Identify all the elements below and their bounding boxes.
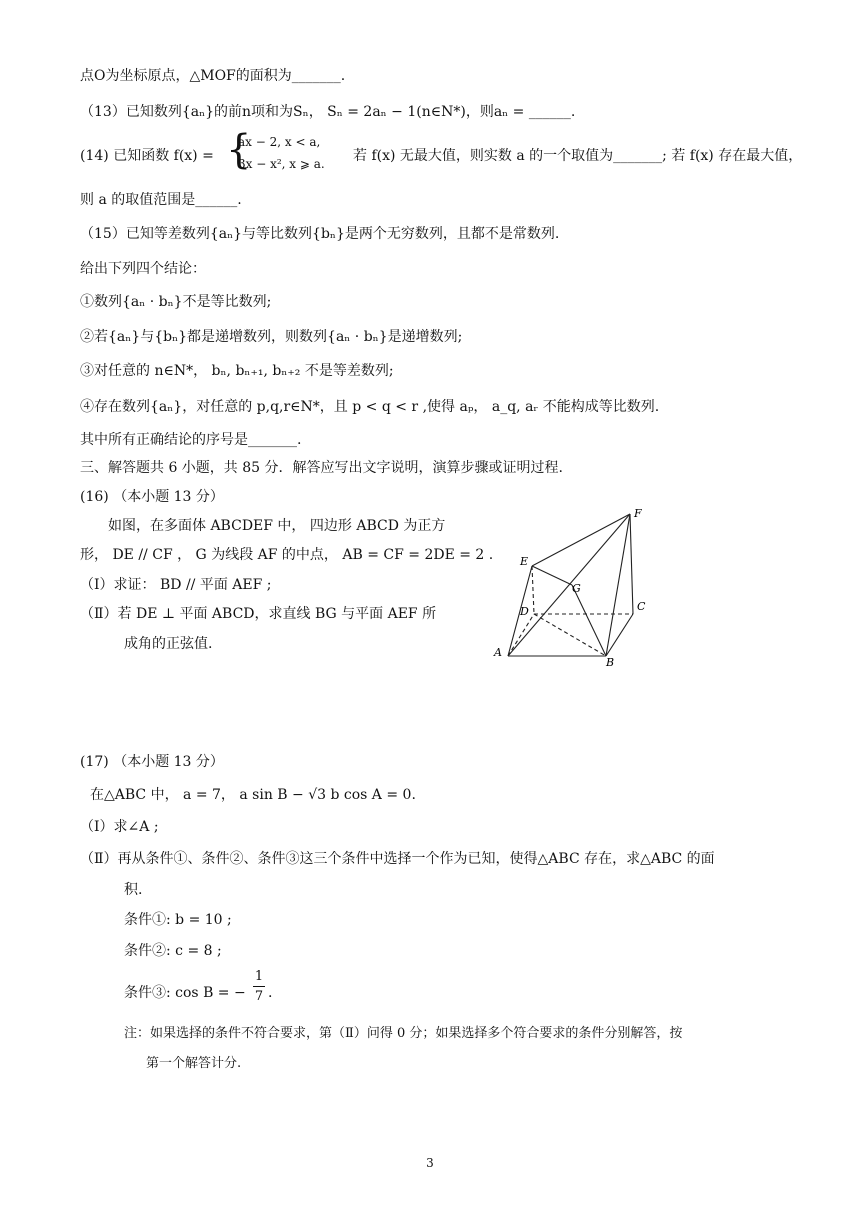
label-B: B — [606, 656, 615, 669]
problem-15-intro: 给出下列四个结论： — [80, 261, 206, 277]
problem-16-text-2: 形， DE // CF ， G 为线段 AF 的中点， AB = CF = 2DE = 2 . — [80, 547, 494, 563]
label-D: D — [520, 605, 529, 618]
label-E: E — [520, 555, 529, 568]
fraction-denominator: 7 — [254, 989, 264, 1004]
conclusion-3: ③对任意的 n∈N*， bₙ, bₙ₊₁, bₙ₊₂ 不是等差数列; — [80, 363, 394, 379]
fraction — [253, 968, 265, 1005]
problem-16-part-1: （Ⅰ）求证： BD // 平面 AEF ; — [80, 577, 272, 593]
text-line: 点O为坐标原点，△MOF的面积为_______. — [80, 68, 346, 84]
conclusion-1: ①数列{aₙ · bₙ}不是等比数列; — [80, 294, 272, 310]
condition-1: 条件①: b = 10 ; — [124, 912, 232, 928]
edge-ED — [532, 566, 534, 614]
problem-14-suffix: 若 f(x) 无最大值，则实数 a 的一个取值为_______; 若 f(x) 存在最大值， — [353, 148, 803, 164]
problem-14-prefix: (14) 已知函数 f(x) = — [80, 148, 214, 164]
problem-17-part-1: （Ⅰ）求∠A ; — [80, 819, 159, 835]
piecewise-case-1: ax − 2, x < a, — [238, 135, 321, 149]
edge-EF — [532, 514, 630, 566]
condition-2: 条件②: c = 8 ; — [124, 943, 222, 959]
polyhedron-figure — [490, 500, 660, 670]
conclusion-ask: 其中所有正确结论的序号是_______. — [80, 432, 302, 448]
label-C: C — [637, 600, 646, 613]
conclusion-4: ④存在数列{aₙ}，对任意的 p,q,r∈N*，且 p < q < r ,使得 aₚ， a_q, aᵣ 不能构成等比数列. — [80, 399, 660, 415]
problem-16-title: (16) （本小题 13 分） — [80, 489, 224, 505]
condition-3-suffix: . — [268, 985, 273, 1001]
conclusion-2: ②若{aₙ}与{bₙ}都是递增数列，则数列{aₙ · bₙ}是递增数列; — [80, 329, 463, 345]
note-line-1: 注：如果选择的条件不符合要求，第（Ⅱ）问得 0 分；如果选择多个符合要求的条件分别解答，按 — [124, 1026, 683, 1041]
piecewise-case-2: 3x − x², x ⩾ a. — [238, 157, 325, 171]
problem-17-text: 在△ABC 中， a = 7， a sin B − √3 b cos A = 0. — [90, 787, 416, 803]
problem-17-title: (17) （本小题 13 分） — [80, 754, 224, 770]
edge-BF — [606, 514, 630, 656]
edge-CF — [630, 514, 633, 614]
label-A: A — [494, 646, 502, 659]
piecewise-brace: { — [226, 127, 252, 173]
problem-14-range: 则 a 的取值范围是______. — [80, 192, 242, 208]
edge-AD — [508, 614, 534, 656]
condition-3-prefix: 条件③: cos B = − — [124, 985, 246, 1001]
problem-15: （15）已知等差数列{aₙ}与等比数列{bₙ}是两个无穷数列，且都不是常数列. — [80, 226, 560, 242]
problem-16-text-1: 如图，在多面体 ABCDEF 中， 四边形 ABCD 为正方 — [108, 518, 446, 534]
problem-17-part-2: （Ⅱ）再从条件①、条件②、条件③这三个条件中选择一个作为已知，使得△ABC 存在，求△ABC 的面 — [80, 851, 715, 867]
problem-16-part-2: （Ⅱ）若 DE ⊥ 平面 ABCD，求直线 BG 与平面 AEF 所 — [80, 606, 437, 622]
problem-13: （13）已知数列{aₙ}的前n项和为Sₙ， Sₙ = 2aₙ − 1(n∈N*)，则aₙ = ______. — [80, 104, 576, 120]
problem-17-part-2-cont: 积. — [124, 882, 143, 898]
problem-16-part-2-cont: 成角的正弦值. — [124, 636, 213, 652]
page-number: 3 — [426, 1156, 434, 1170]
edge-DB — [534, 614, 606, 656]
fraction-bar — [253, 986, 265, 987]
section-3-heading: 三、解答题共 6 小题，共 85 分．解答应写出文字说明，演算步骤或证明过程. — [80, 460, 563, 476]
edge-EG — [532, 566, 572, 585]
label-F: F — [634, 507, 642, 520]
note-line-2: 第一个解答计分. — [146, 1056, 242, 1071]
edge-AF — [508, 514, 630, 656]
label-G: G — [572, 582, 581, 595]
fraction-numerator: 1 — [254, 969, 264, 984]
edge-GB — [572, 585, 606, 656]
